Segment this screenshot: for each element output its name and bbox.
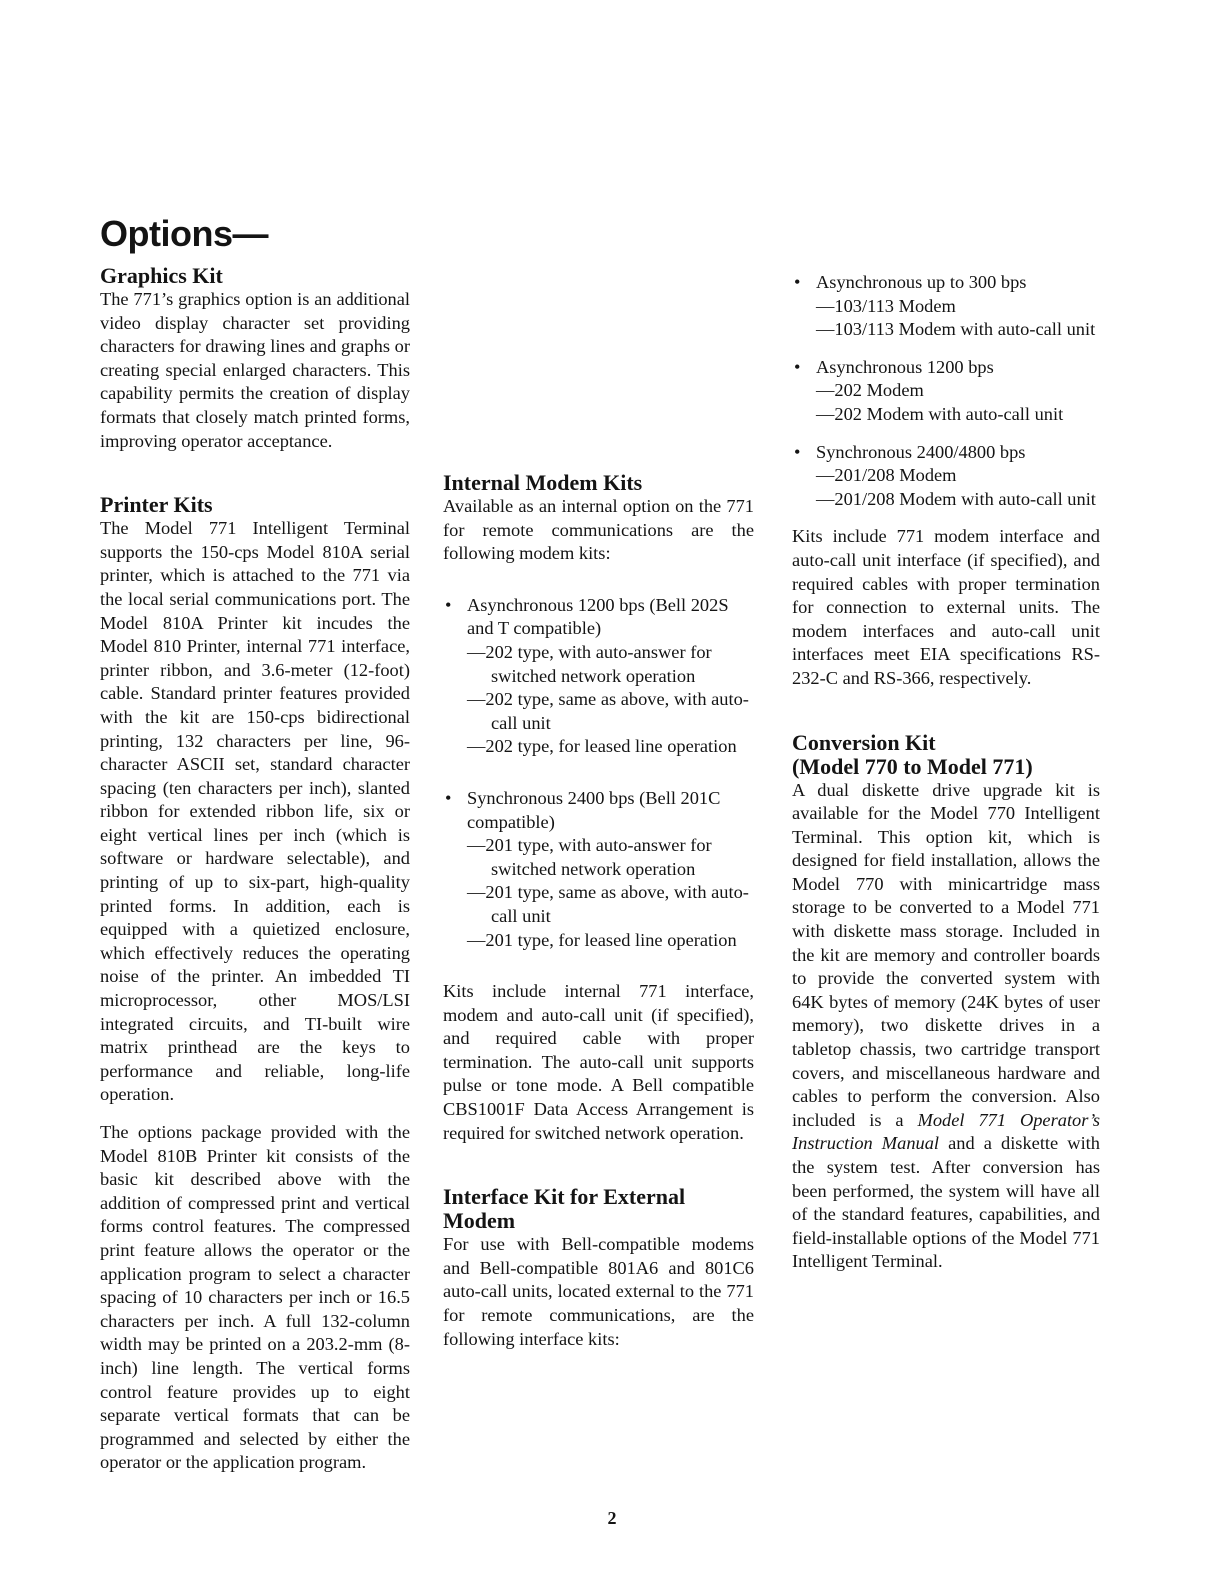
list-item [792, 271, 1100, 342]
column-2 [443, 215, 754, 1351]
internal-modem-list [443, 594, 754, 952]
list-subitem: —103/113 Modem with auto-call unit [816, 319, 1096, 340]
printer-kits-heading: Printer Kits [100, 492, 213, 518]
list-item-title: Asynchronous 1200 bps (Bell 202S and T compatible) [467, 594, 729, 639]
list-subitem: —202 type, for leased line operation [467, 736, 737, 757]
column-3 [792, 215, 1100, 1274]
list-item [792, 356, 1100, 427]
list-item-title: Asynchronous up to 300 bps [816, 272, 1027, 292]
list-subitem: —202 Modem [816, 380, 924, 401]
internal-modem-closing: Kits include internal 771 interface, modem and auto-call unit (if specified), and required cable with proper termination. The auto-call unit supports pulse or tone mode. A Bell compatible CBS1001F Data Access Arrangement is required for switched network operation. [443, 981, 754, 1143]
list-subitem: —201/208 Modem with auto-call unit [816, 488, 1096, 509]
conversion-kit-body-part-2: and a diskette with the system test. After conversion has been performed, the system will have all of the standard features, capabilities, and field-installable options of the Model 771 Intelligent Terminal. [792, 1133, 1100, 1272]
external-modem-closing: Kits include 771 modem interface and auto-call unit interface (if specified), and required cables with proper termination for connection to external units. The modem interfaces and auto-call unit interfaces meet EIA specifications RS-232-C and RS-366, respectively. [792, 526, 1100, 688]
list-item [792, 441, 1100, 512]
page-title: Options— [100, 213, 268, 254]
conversion-kit-body-part-1: A dual diskette drive upgrade kit is available for the Model 770 Intelligent Terminal. This option kit, which is designed for field installation, allows the Model 770 with minicartridge mass storage to be converted to a Model 771 with diskette mass storage. Included in the kit are memory and controller boards to provide the converted system with 64K bytes of memory (24K bytes of user memory), two diskette drives in a tabletop chassis, two cartridge transport covers, and miscellaneous hardware and cables to perform the conversion. Also included is a [792, 779, 1100, 1130]
list-subitem: —201 type, same as above, with auto-call unit [467, 882, 749, 926]
graphics-kit-heading: Graphics Kit [100, 263, 223, 288]
external-modem-intro: For use with Bell-compatible modems and Bell-compatible 801A6 and 801C6 auto-call units, located external to the 771 for remote communications, are the following interface kits: [443, 1234, 754, 1349]
list-subitem: —202 type, same as above, with auto-call unit [467, 689, 749, 733]
conversion-kit-body [792, 779, 1100, 1274]
conversion-kit-heading-line-1: Conversion Kit [792, 729, 936, 755]
external-modem-heading: Interface Kit for External Modem [443, 1184, 686, 1234]
list-subitem: —201 type, for leased line operation [467, 929, 737, 950]
list-subitem: —103/113 Modem [816, 295, 956, 316]
list-subitem: —202 type, with auto-answer for switched network operation [467, 641, 712, 686]
page-number: 2 [607, 1508, 617, 1528]
list-item-title: Synchronous 2400 bps (Bell 201C compatible) [467, 787, 721, 832]
list-subitem: —201 type, with auto-answer for switched network operation [467, 835, 712, 879]
list-item [443, 787, 754, 952]
internal-modem-heading: Internal Modem Kits [443, 470, 643, 495]
list-item [443, 594, 754, 759]
list-subitem: —201/208 Modem [816, 465, 957, 486]
internal-modem-intro: Available as an internal option on the 771 for remote communications are the following modem kits: [443, 496, 754, 564]
list-item-title: Synchronous 2400/4800 bps [816, 441, 1026, 462]
graphics-kit-body: The 771’s graphics option is an additional video display character set providing characters for drawing lines and graphs or creating special enlarged characters. This capability permits the creation of display formats that closely match printed forms, improving operator acceptance. [100, 289, 410, 451]
column-1 [100, 212, 410, 1475]
external-modem-list [792, 271, 1100, 511]
conversion-kit-heading [792, 731, 1100, 779]
printer-kits-para-2: The options package provided with the Model 810B Printer kit consists of the basic kit described above with the addition of compressed print and vertical forms control features. The compressed print feature allows the operator or the application program to select a character spacing of 10 characters per inch or 16.5 characters per inch. A full 132-column width may be printed on a 203.2-mm (8-inch) line length. The vertical forms control feature provides up to eight separate vertical formats that can be programmed and selected by either the operator or the application program. [100, 1122, 410, 1473]
manual-title: Model 771 Operator’s Instruction Manual [792, 1109, 1101, 1154]
list-subitem: —202 Modem with auto-call unit [816, 403, 1064, 424]
printer-kits-para-1: The Model 771 Intelligent Terminal supports the 150-cps Model 810A serial printer, which is attached to the 771 via the local serial communications port. The Model 810A Printer kit incudes the Model 810 Printer, internal 771 interface, printer ribbon, and 3.6-meter (12-foot) cable. Standard printer features provided with the kit are 150-cps bidirectional printing, 132 characters per line, 96-character ASCII set, standard character spacing (ten characters per inch), slanted ribbon for extended ribbon life, six or eight vertical lines per inch (which is software or hardware selectable), and printing of up to six-part, high-quality printed forms. In addition, each is equipped with a quietized enclosure, which effectively reduces the operating noise of the printer. An imbedded TI microprocessor, other MOS/LSI integrated circuits, and TI-built wire matrix printhead are the keys to performance and reliable, long-life operation. [100, 518, 410, 1105]
conversion-kit-heading-line-2: (Model 770 to Model 771) [792, 753, 1033, 779]
list-item-title: Asynchronous 1200 bps [816, 356, 994, 377]
